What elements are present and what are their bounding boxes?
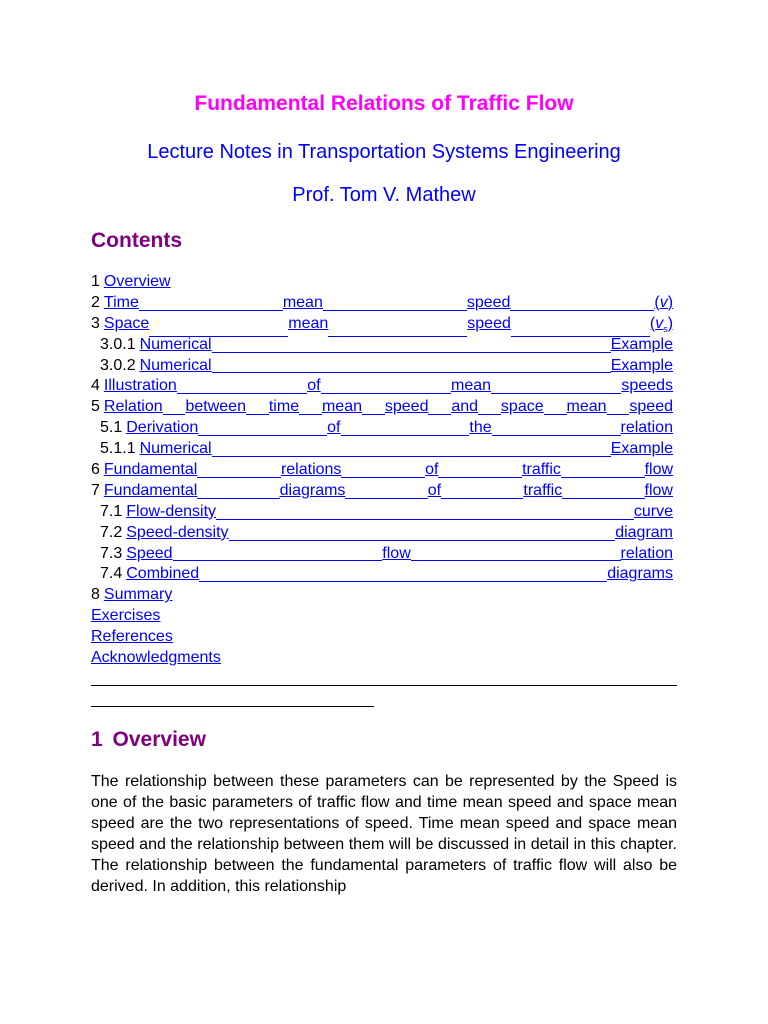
toc-item: [91, 460, 673, 481]
section-title: Overview: [112, 728, 206, 751]
toc-link-gap: [362, 414, 385, 415]
toc-item-number: 7.4: [100, 565, 123, 583]
toc-link-word: traffic: [522, 461, 561, 479]
toc-link-word: Speed: [126, 544, 173, 562]
toc-link-gap: [197, 498, 279, 499]
toc-item: [91, 272, 673, 293]
toc-item: [91, 397, 673, 418]
toc-link-gap: [510, 310, 654, 311]
toc-item-number: 7.1: [100, 502, 123, 520]
toc-link[interactable]: [104, 376, 673, 397]
section-number: 1: [91, 728, 103, 751]
toc-link-gap: [163, 414, 186, 415]
toc-link[interactable]: [104, 397, 673, 418]
toc-link-word: relations: [280, 461, 342, 479]
toc-link-word: between: [185, 398, 246, 416]
toc-item-number: 3.0.2: [100, 356, 136, 374]
document-title: Fundamental Relations of Traffic Flow: [194, 92, 574, 115]
toc-link-word: Speed-density: [126, 523, 229, 541]
section-heading: [91, 728, 206, 752]
toc-link[interactable]: [140, 335, 673, 356]
toc-link-word: speed: [467, 314, 511, 332]
toc-link-gap: [173, 560, 383, 561]
toc-link-gap: [299, 414, 322, 415]
toc-link-gap: [491, 393, 621, 394]
toc-link[interactable]: [104, 272, 171, 293]
toc-link[interactable]: [126, 564, 673, 585]
toc-link-gap: [199, 581, 607, 582]
toc-link-word: of: [307, 377, 321, 395]
toc-link[interactable]: [126, 523, 673, 544]
toc-link-word: of: [327, 419, 341, 437]
toc-link-word: space: [500, 398, 544, 416]
toc-item: [91, 293, 673, 314]
toc-link-word: Numerical: [139, 356, 212, 374]
toc-link-word: diagrams: [607, 565, 673, 583]
toc-link-word: Summary: [103, 586, 173, 604]
toc-link-gap: [139, 310, 283, 311]
toc-item: [91, 481, 673, 502]
toc-link-gap: [323, 310, 467, 311]
toc-link[interactable]: [104, 585, 172, 606]
toc-item-number: 3.0.1: [100, 335, 136, 353]
toc-link-gap: [341, 435, 470, 436]
toc-item: [91, 523, 673, 544]
toc-link-gap: [438, 477, 522, 478]
toc-item-number: 2: [91, 293, 100, 311]
document-author: Prof. Tom V. Mathew: [292, 184, 476, 206]
toc-link-word: Numerical: [139, 440, 212, 458]
toc-link-word: (v): [654, 293, 674, 311]
toc-link-word: mean: [288, 314, 329, 332]
toc-link-gap: [212, 372, 611, 373]
toc-link[interactable]: [104, 481, 673, 502]
toc-link-gap: [177, 393, 307, 394]
toc-link-word: mean: [450, 377, 492, 395]
toc-item-number: 6: [91, 461, 100, 479]
toc-link-word: Acknowledgments: [91, 649, 221, 667]
toc-link-word: Derivation: [126, 419, 199, 437]
toc-link-word: Combined: [126, 565, 200, 583]
toc-item-number: 8: [91, 586, 100, 604]
toc-link[interactable]: [91, 606, 160, 627]
toc-link-word: traffic: [523, 481, 563, 499]
toc-link-word: flow: [644, 461, 674, 479]
toc-link-word: diagrams: [279, 481, 346, 499]
toc-link-word: speeds: [621, 377, 674, 395]
toc-item-number: 7.2: [100, 523, 123, 541]
toc-item: [91, 439, 673, 460]
toc-link-word: of: [427, 481, 442, 499]
toc-link-gap: [562, 498, 644, 499]
toc-link-gap: [198, 435, 327, 436]
toc-item-number: 3: [91, 314, 100, 332]
toc-link-gap: [212, 352, 611, 353]
toc-link-gap: [492, 435, 621, 436]
toc-link-word: and: [451, 398, 479, 416]
toc-link-word: Relation: [103, 398, 163, 416]
toc-link[interactable]: [91, 648, 221, 669]
separator-line-short: [91, 706, 374, 707]
toc-link-word: mean: [282, 293, 323, 311]
toc-link-word: flow: [382, 544, 411, 562]
toc-item-number: 4: [91, 377, 100, 395]
toc-link-gap: [411, 560, 621, 561]
toc-link-word: Exercises: [91, 607, 161, 625]
toc-item-number: 7: [91, 481, 100, 499]
toc-link-word: diagram: [615, 523, 673, 541]
toc-link-gap: [246, 414, 269, 415]
toc-item: [91, 585, 673, 606]
toc-link[interactable]: [140, 439, 673, 460]
toc-link-word: mean: [566, 398, 607, 416]
toc-link-word: mean: [321, 398, 362, 416]
toc-link-gap: [561, 477, 645, 478]
toc-link-word: the: [469, 419, 492, 437]
toc-link-gap: [441, 498, 523, 499]
toc-link-word: Fundamental: [103, 481, 198, 499]
toc-link[interactable]: [126, 418, 673, 439]
toc-link-word: time: [268, 398, 300, 416]
toc-item: [91, 627, 673, 648]
toc-link-gap: [428, 414, 451, 415]
toc-link-word: Illustration: [103, 377, 177, 395]
toc-link-word: speed: [384, 398, 429, 416]
toc-link[interactable]: [104, 460, 673, 481]
toc-item: [91, 418, 673, 439]
toc-item: [91, 335, 673, 356]
toc-link[interactable]: [126, 502, 673, 523]
toc-link-gap: [341, 477, 425, 478]
toc-link-word: Example: [610, 335, 673, 353]
toc-item-number: 5.1.1: [100, 440, 136, 458]
toc-item-number: 5.1: [100, 419, 123, 437]
toc-link-gap: [544, 414, 567, 415]
separator-line-long: [91, 685, 677, 686]
toc-link-word: relation: [620, 419, 673, 437]
section-paragraph: The relationship between these parameters can be represented by the Speed is one of the basic parameters of traffic flow and time mean speed and space mean speed are the two representations of speed. Time mean speed and space mean speed and the relationship between them will be discussed in detail in this chapter. The relationship between the fundamental parameters of traffic flow will also be derived. In addition, this relationship: [91, 773, 677, 895]
toc-link-gap: [212, 456, 611, 457]
toc-link-word: of: [425, 461, 439, 479]
toc-link-word: Example: [610, 356, 673, 374]
toc-item: [91, 606, 673, 627]
toc-link-word: $(v_s)$: [649, 314, 674, 334]
toc-link-gap: [321, 393, 451, 394]
toc-link-word: Example: [610, 440, 673, 458]
toc-link[interactable]: [104, 293, 673, 314]
toc-link-gap: [216, 519, 634, 520]
toc-link-gap: [197, 477, 281, 478]
toc-item: [91, 356, 673, 377]
contents-heading: Contents: [91, 229, 182, 252]
toc-item: [91, 544, 673, 565]
toc-link-word: Time: [103, 293, 139, 311]
document-subtitle: Lecture Notes in Transportation Systems Engineering: [147, 141, 621, 163]
toc-link-gap: [229, 540, 616, 541]
toc-item-number: 1: [91, 273, 100, 290]
toc-link-word: relation: [620, 544, 674, 562]
toc-item: [91, 502, 673, 523]
toc-link-word: speed: [629, 398, 673, 416]
toc-link-word: Space: [103, 314, 150, 332]
toc-link-word: speed: [466, 293, 511, 311]
toc-link-gap: [478, 414, 501, 415]
toc-link-word: flow: [644, 481, 673, 499]
toc-link-word: curve: [633, 502, 673, 520]
toc-item: [91, 648, 673, 669]
toc-link[interactable]: [140, 356, 673, 377]
toc-link-word: References: [91, 628, 173, 646]
toc-item: [91, 376, 673, 397]
toc-item: [91, 564, 673, 585]
toc-link-word: Flow-density: [126, 502, 217, 520]
toc-link-word: Numerical: [139, 335, 212, 353]
toc-item-number: 7.3: [100, 544, 123, 562]
toc-link-word: Fundamental: [103, 461, 198, 479]
toc-link-gap: [345, 498, 427, 499]
table-of-contents: [91, 272, 673, 669]
toc-link[interactable]: [126, 544, 673, 565]
toc-link-word: Overview: [103, 273, 171, 290]
toc-item-number: 5: [91, 398, 100, 416]
toc-link[interactable]: [91, 627, 173, 648]
toc-link-gap: [607, 414, 630, 415]
toc-item: [91, 314, 673, 335]
